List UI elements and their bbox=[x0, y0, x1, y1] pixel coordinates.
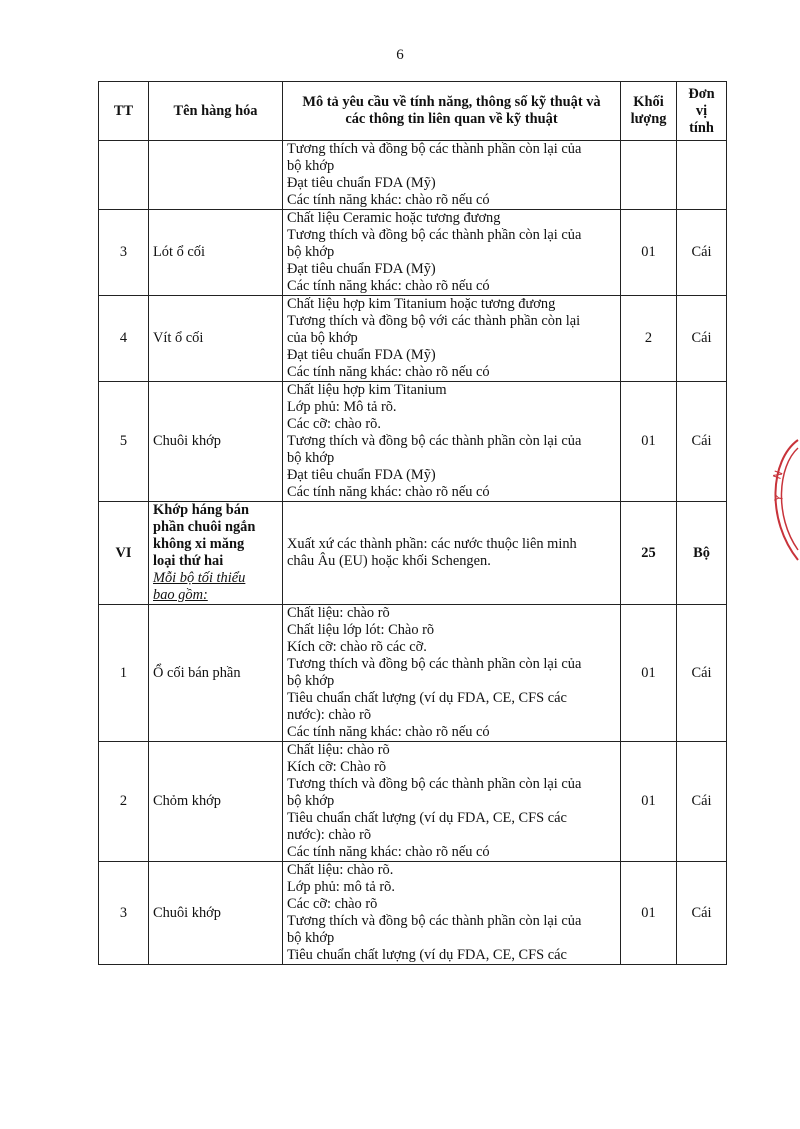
description-line: Các tính năng khác: chào rõ nếu có bbox=[287, 844, 490, 860]
description-line: Chất liệu lớp lót: Chào rõ bbox=[287, 622, 435, 638]
header-quantity-line: lượng bbox=[630, 111, 667, 127]
description-line: châu Âu (EU) hoặc khối Schengen. bbox=[287, 553, 491, 569]
quantity: 2 bbox=[621, 296, 677, 382]
item-name bbox=[149, 141, 283, 210]
row-number: 3 bbox=[99, 210, 149, 296]
description-line: nước): chào rõ bbox=[287, 827, 372, 843]
header-tt: TT bbox=[99, 82, 149, 141]
description-cell bbox=[283, 605, 621, 742]
header-unit-line: Đơn bbox=[688, 85, 715, 102]
description-line: bộ khớp bbox=[287, 158, 335, 174]
description-line: Các cỡ: chào rõ bbox=[287, 896, 378, 912]
unit: Cái bbox=[677, 862, 727, 965]
quantity: 01 bbox=[621, 210, 677, 296]
row-number: 3 bbox=[99, 862, 149, 965]
description-cell bbox=[283, 296, 621, 382]
unit: Cái bbox=[677, 296, 727, 382]
description-line: Chất liệu hợp kim Titanium hoặc tương đương bbox=[287, 296, 556, 312]
section-name-line: không xi măng bbox=[153, 536, 245, 552]
quantity: 01 bbox=[621, 862, 677, 965]
description-line: Tương thích và đồng bộ các thành phần còn lại của bbox=[287, 656, 582, 672]
description-cell bbox=[283, 742, 621, 862]
row-number: 5 bbox=[99, 382, 149, 502]
section-number: VI bbox=[99, 502, 149, 605]
description-line: Các tính năng khác: chào rõ nếu có bbox=[287, 724, 490, 740]
header-unit bbox=[677, 82, 727, 141]
description-line: Kích cỡ: Chào rõ bbox=[287, 759, 387, 775]
unit: Cái bbox=[677, 210, 727, 296]
description-line: Tương thích và đồng bộ các thành phần còn lại của bbox=[287, 227, 582, 243]
description-line: bộ khớp bbox=[287, 673, 335, 689]
description-line: Lớp phủ: mô tả rõ. bbox=[287, 879, 395, 895]
item-name: Vít ổ cối bbox=[149, 296, 283, 382]
item-name: Chuôi khớp bbox=[149, 862, 283, 965]
unit: Cái bbox=[677, 382, 727, 502]
item-name: Chỏm khớp bbox=[149, 742, 283, 862]
description-line: bộ khớp bbox=[287, 793, 335, 809]
description-line: Các tính năng khác: chào rõ nếu có bbox=[287, 278, 490, 294]
description-line: Tương thích và đồng bộ các thành phần còn lại của bbox=[287, 776, 582, 792]
unit: Cái bbox=[677, 605, 727, 742]
row-number: 1 bbox=[99, 605, 149, 742]
table-header-row bbox=[99, 82, 727, 141]
description-line: Kích cỡ: chào rõ các cỡ. bbox=[287, 639, 427, 655]
header-description-line: các thông tin liên quan về kỹ thuật bbox=[345, 111, 558, 127]
description-line: Đạt tiêu chuẩn FDA (Mỹ) bbox=[287, 347, 436, 363]
item-name: Chuôi khớp bbox=[149, 382, 283, 502]
svg-text:N: N bbox=[770, 468, 786, 482]
page-number: 6 bbox=[396, 47, 404, 63]
description-line: Tương thích và đồng bộ các thành phần còn lại của bbox=[287, 913, 582, 929]
unit: Cái bbox=[677, 742, 727, 862]
header-quantity bbox=[621, 82, 677, 141]
section-name-cell bbox=[149, 502, 283, 605]
red-stamp-fragment bbox=[760, 430, 800, 570]
table-row bbox=[99, 742, 727, 862]
description-line: Chất liệu: chào rõ. bbox=[287, 862, 394, 878]
description-line: bộ khớp bbox=[287, 450, 335, 466]
header-unit-line: tính bbox=[689, 119, 714, 136]
description-line: Tương thích và đồng bộ với các thành phần còn lại bbox=[287, 313, 581, 329]
specification-table bbox=[98, 81, 727, 965]
table-body bbox=[99, 141, 727, 965]
description-line: Đạt tiêu chuẩn FDA (Mỹ) bbox=[287, 175, 436, 191]
quantity bbox=[621, 141, 677, 210]
description-line: Tiêu chuẩn chất lượng (ví dụ FDA, CE, CFS các bbox=[287, 810, 567, 826]
description-line: bộ khớp bbox=[287, 930, 335, 946]
description-line: Chất liệu: chào rõ bbox=[287, 605, 390, 621]
section-row bbox=[99, 502, 727, 605]
row-number: 4 bbox=[99, 296, 149, 382]
table-row bbox=[99, 605, 727, 742]
row-number bbox=[99, 141, 149, 210]
description-cell bbox=[283, 382, 621, 502]
header-item-name: Tên hàng hóa bbox=[149, 82, 283, 141]
description-line: Tương thích và đồng bộ các thành phần còn lại của bbox=[287, 433, 582, 449]
description-cell bbox=[283, 210, 621, 296]
table-row bbox=[99, 382, 727, 502]
description-cell bbox=[283, 862, 621, 965]
svg-text:Y: Y bbox=[772, 493, 787, 503]
row-number: 2 bbox=[99, 742, 149, 862]
section-subtitle-line: bao gồm: bbox=[153, 587, 208, 603]
table-row bbox=[99, 210, 727, 296]
unit bbox=[677, 141, 727, 210]
description-cell bbox=[283, 141, 621, 210]
description-line: Các tính năng khác: chào rõ nếu có bbox=[287, 484, 490, 500]
description-line: Chất liệu Ceramic hoặc tương đương bbox=[287, 210, 501, 226]
description-line: của bộ khớp bbox=[287, 330, 358, 346]
quantity: 01 bbox=[621, 742, 677, 862]
header-description bbox=[283, 82, 621, 141]
description-line: Xuất xứ các thành phần: các nước thuộc liên minh bbox=[287, 536, 577, 552]
quantity: 01 bbox=[621, 605, 677, 742]
description-line: Tiêu chuẩn chất lượng (ví dụ FDA, CE, CFS các bbox=[287, 947, 567, 963]
table-row bbox=[99, 141, 727, 210]
description-line: Lớp phủ: Mô tả rõ. bbox=[287, 399, 397, 415]
description-line: Chất liệu: chào rõ bbox=[287, 742, 390, 758]
table-row bbox=[99, 296, 727, 382]
description-line: Chất liệu hợp kim Titanium bbox=[287, 382, 447, 398]
header-description-line: Mô tả yêu cầu về tính năng, thông số kỹ thuật và bbox=[302, 94, 601, 110]
description-line: bộ khớp bbox=[287, 244, 335, 260]
description-line: Tiêu chuẩn chất lượng (ví dụ FDA, CE, CFS các bbox=[287, 690, 567, 706]
item-name: Lót ổ cối bbox=[149, 210, 283, 296]
description-line: Các cỡ: chào rõ. bbox=[287, 416, 381, 432]
section-name-line: loại thứ hai bbox=[153, 553, 224, 569]
item-name: Ổ cối bán phần bbox=[149, 605, 283, 742]
section-quantity: 25 bbox=[621, 502, 677, 605]
section-subtitle-line: Mỗi bộ tối thiểu bbox=[153, 570, 246, 586]
section-name-line: Khớp háng bán bbox=[153, 502, 249, 518]
section-name-line: phần chuôi ngắn bbox=[153, 519, 256, 535]
table-row bbox=[99, 862, 727, 965]
description-line: nước): chào rõ bbox=[287, 707, 372, 723]
description-line: Các tính năng khác: chào rõ nếu có bbox=[287, 364, 490, 380]
description-line: Các tính năng khác: chào rõ nếu có bbox=[287, 192, 490, 208]
description-line: Tương thích và đồng bộ các thành phần còn lại của bbox=[287, 141, 582, 157]
quantity: 01 bbox=[621, 382, 677, 502]
description-line: Đạt tiêu chuẩn FDA (Mỹ) bbox=[287, 261, 436, 277]
header-quantity-line: Khối bbox=[633, 94, 664, 110]
header-unit-line: vị bbox=[695, 102, 708, 119]
description-line: Đạt tiêu chuẩn FDA (Mỹ) bbox=[287, 467, 436, 483]
section-unit: Bộ bbox=[677, 502, 727, 605]
description-cell bbox=[283, 502, 621, 605]
